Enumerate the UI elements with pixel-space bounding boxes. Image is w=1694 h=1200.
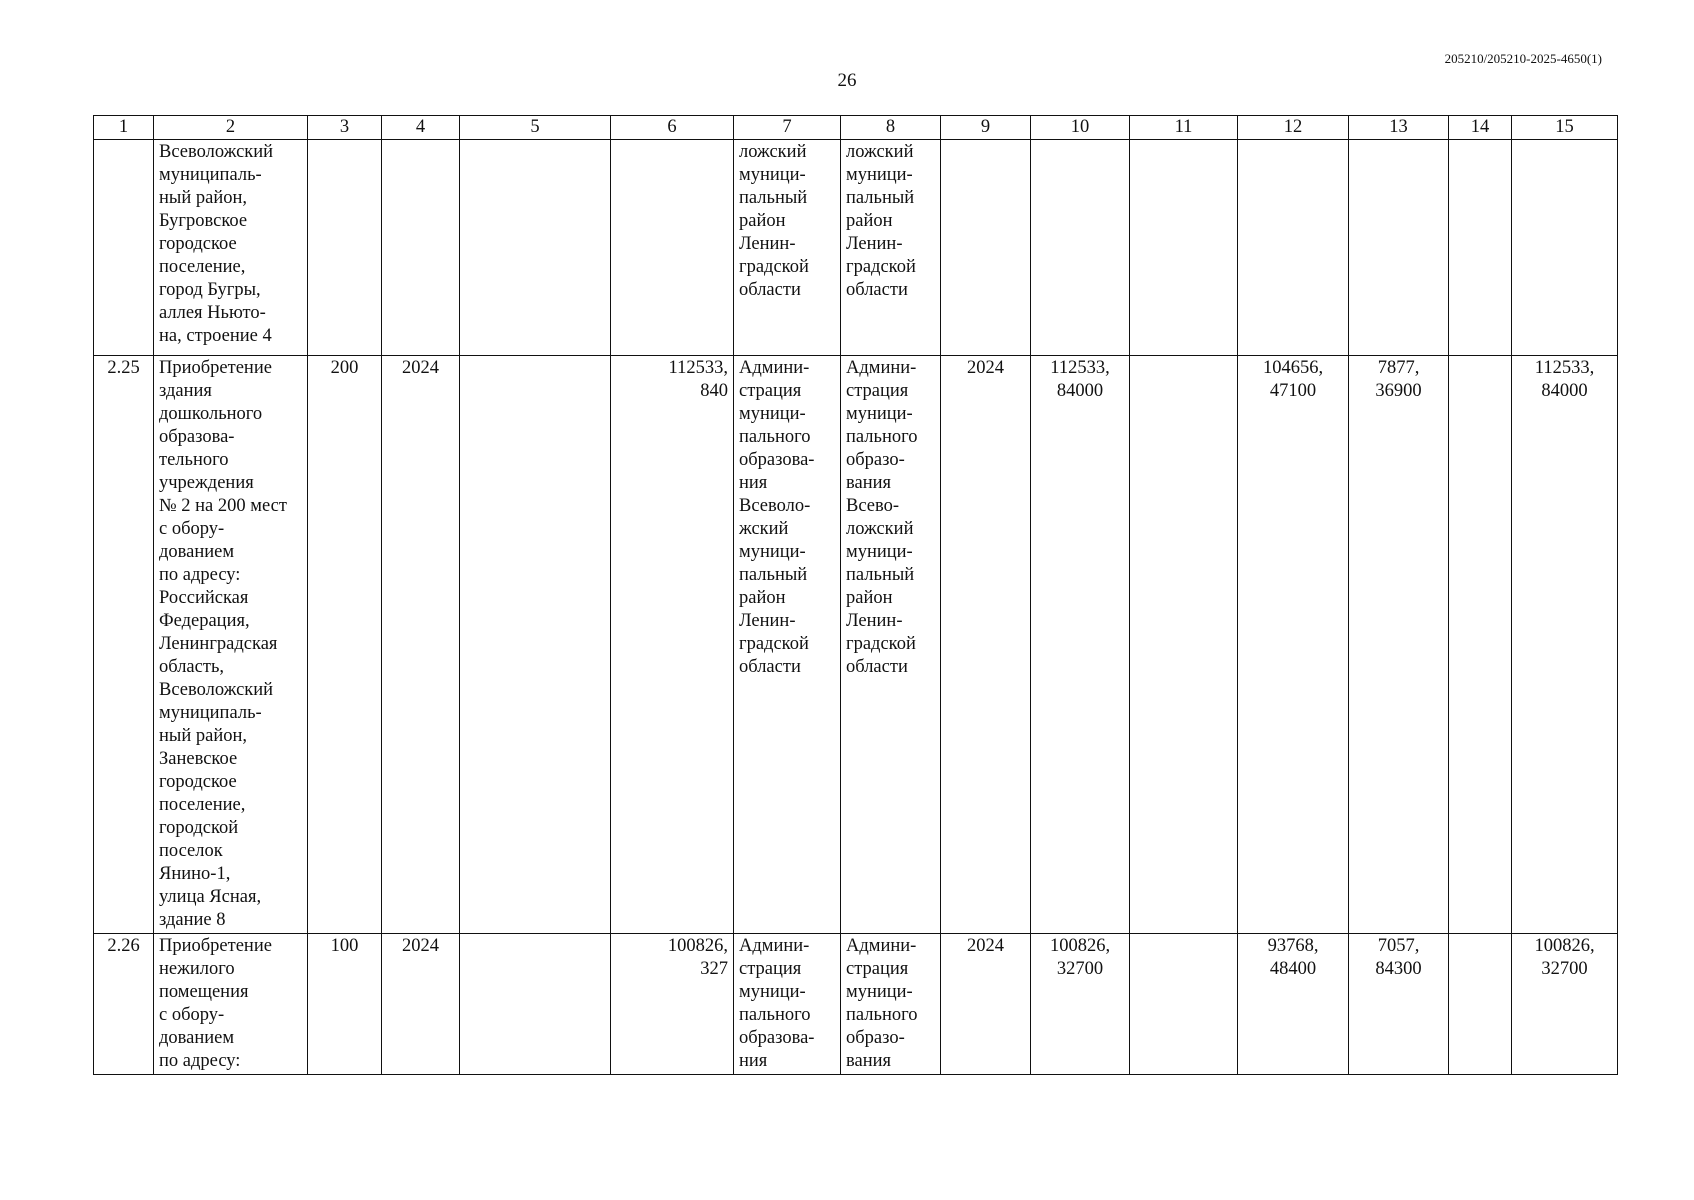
column-number: 5 xyxy=(460,116,611,140)
customer-cell: Админи- страция муници- пального образова- ния xyxy=(734,934,841,1075)
row-number-cell xyxy=(94,140,154,356)
column-11-cell xyxy=(1130,140,1238,356)
document-id: 205210/205210-2025-4650(1) xyxy=(1444,51,1602,66)
capacity-cell: 100 xyxy=(308,934,382,1075)
capacity-cell xyxy=(308,140,382,356)
column-number: 8 xyxy=(841,116,941,140)
row-number-cell: 2.26 xyxy=(94,934,154,1075)
year-cell: 2024 xyxy=(382,934,460,1075)
capacity-cell: 200 xyxy=(308,356,382,934)
column-number: 15 xyxy=(1512,116,1618,140)
column-number: 11 xyxy=(1130,116,1238,140)
regional-budget-cell: 93768, 48400 xyxy=(1238,934,1349,1075)
column-14-cell xyxy=(1449,140,1512,356)
table-row xyxy=(94,934,1618,1075)
financing-year-cell: 2024 xyxy=(941,934,1031,1075)
total-amount-cell: 100826, 32700 xyxy=(1031,934,1130,1075)
column-14-cell xyxy=(1449,356,1512,934)
column-number-row xyxy=(94,116,1618,140)
column-15-cell: 112533, 84000 xyxy=(1512,356,1618,934)
column-5-cell xyxy=(460,140,611,356)
column-number: 6 xyxy=(611,116,734,140)
local-budget-cell: 7057, 84300 xyxy=(1349,934,1449,1075)
local-budget-cell: 7877, 36900 xyxy=(1349,356,1449,934)
column-number: 3 xyxy=(308,116,382,140)
investment-table xyxy=(93,115,1618,1075)
column-14-cell xyxy=(1449,934,1512,1075)
recipient-cell: Админи- страция муници- пального образо- вания Всево- ложский муници- пальный район Ленин- градской области xyxy=(841,356,941,934)
year-cell: 2024 xyxy=(382,356,460,934)
total-amount-cell xyxy=(1031,140,1130,356)
regional-budget-cell: 104656, 47100 xyxy=(1238,356,1349,934)
object-description-cell: Приобретение здания дошкольного образова- тельного учреждения № 2 на 200 мест с обору- дованием по адресу: Российская Федерация, Ленинградская область, Всеволожский муниципаль- ный район, Заневское городское поселение, городской поселок Янино-1, улица Ясная, здание 8 xyxy=(154,356,308,934)
column-number: 14 xyxy=(1449,116,1512,140)
financing-year-cell xyxy=(941,140,1031,356)
object-description-cell: Приобретение нежилого помещения с обору- дованием по адресу: xyxy=(154,934,308,1075)
column-number: 9 xyxy=(941,116,1031,140)
column-number: 12 xyxy=(1238,116,1349,140)
year-cell xyxy=(382,140,460,356)
table-row xyxy=(94,140,1618,356)
column-11-cell xyxy=(1130,356,1238,934)
column-number: 2 xyxy=(154,116,308,140)
regional-budget-cell xyxy=(1238,140,1349,356)
cost-cell: 100826, 327 xyxy=(611,934,734,1075)
column-number: 13 xyxy=(1349,116,1449,140)
table-row xyxy=(94,356,1618,934)
cost-cell: 112533, 840 xyxy=(611,356,734,934)
customer-cell: Админи- страция муници- пального образова- ния Всеволо- жский муници- пальный район Ленин- градской области xyxy=(734,356,841,934)
financing-year-cell: 2024 xyxy=(941,356,1031,934)
customer-cell: ложский муници- пальный район Ленин- градской области xyxy=(734,140,841,356)
column-11-cell xyxy=(1130,934,1238,1075)
object-description-cell: Всеволожский муниципаль- ный район, Бугровское городское поселение, город Бугры, аллея Ньюто- на, строение 4 xyxy=(154,140,308,356)
column-15-cell: 100826, 32700 xyxy=(1512,934,1618,1075)
column-5-cell xyxy=(460,934,611,1075)
total-amount-cell: 112533, 84000 xyxy=(1031,356,1130,934)
page-number: 26 xyxy=(837,70,857,91)
local-budget-cell xyxy=(1349,140,1449,356)
investment-table-container xyxy=(93,115,1618,1075)
cost-cell xyxy=(611,140,734,356)
column-number: 7 xyxy=(734,116,841,140)
column-number: 10 xyxy=(1031,116,1130,140)
column-5-cell xyxy=(460,356,611,934)
column-number: 4 xyxy=(382,116,460,140)
column-number: 1 xyxy=(94,116,154,140)
row-number-cell: 2.25 xyxy=(94,356,154,934)
recipient-cell: ложский муници- пальный район Ленин- градской области xyxy=(841,140,941,356)
column-15-cell xyxy=(1512,140,1618,356)
recipient-cell: Админи- страция муници- пального образо- вания xyxy=(841,934,941,1075)
